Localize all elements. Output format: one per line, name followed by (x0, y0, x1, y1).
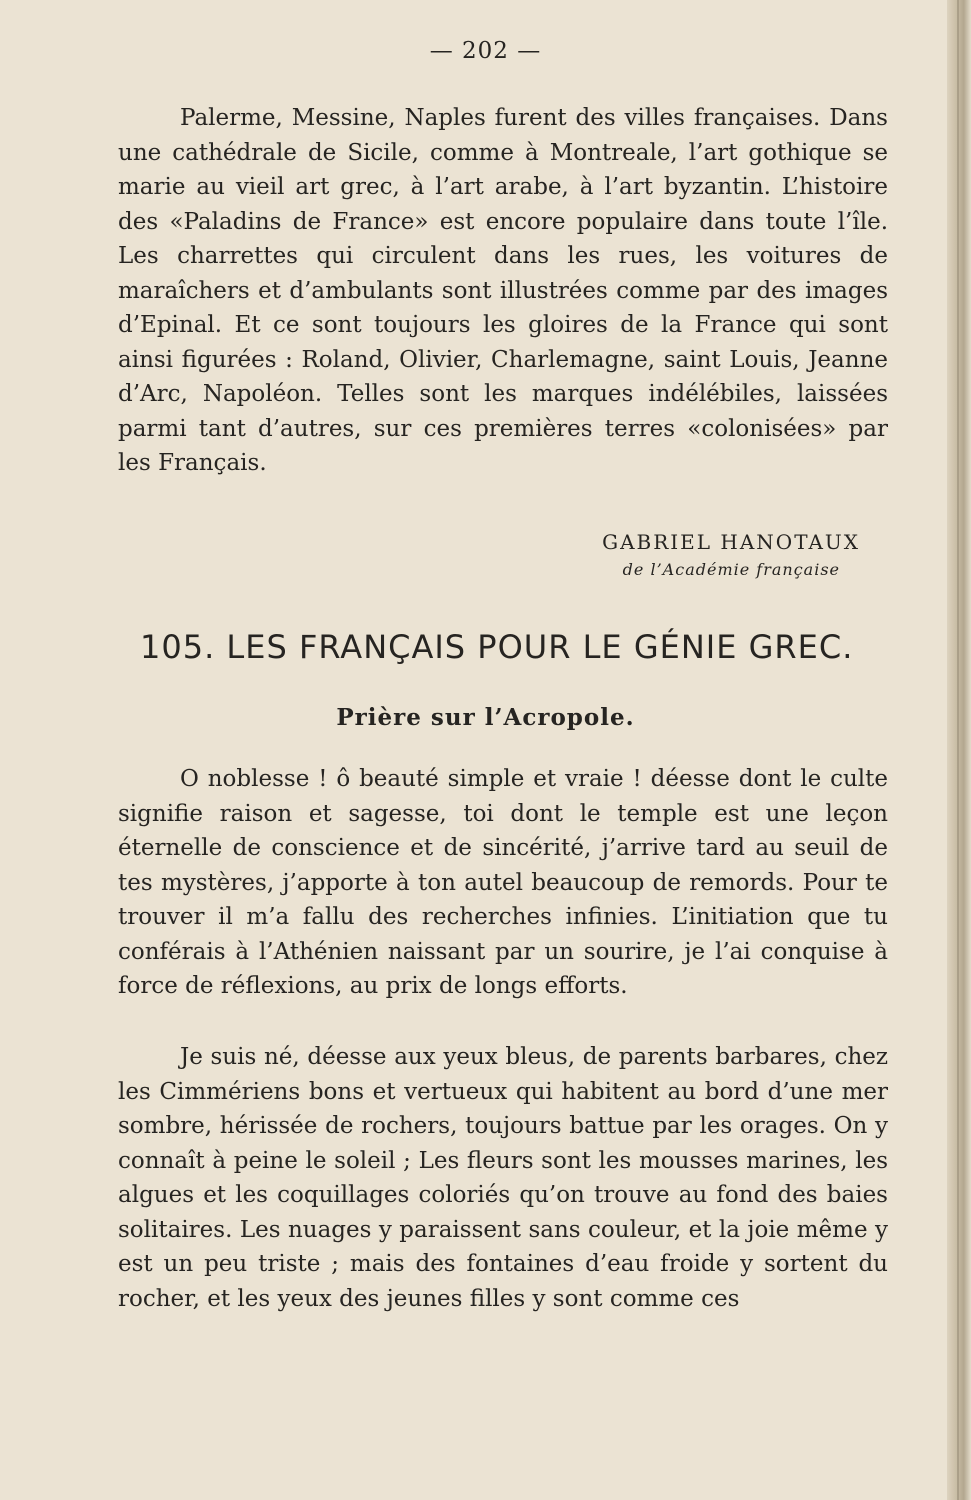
paragraph: O noblesse ! ô beauté simple et vraie ! déesse dont le culte signifie raison et sagesse, toi dont le temple est une leçon éternelle de conscience et de sincérité, j’arrive tard au seuil de tes mystères, j’apporte à ton autel beaucoup de remords. Pour te trouver il m’a fallu des recherches infinies. L’initiation que tu conférais à l’Athénien naissant par un sourire, je l’ai conquise à force de réflexions, au prix de longs efforts. (118, 766, 888, 999)
section-heading: 105. LES FRANÇAIS POUR LE GÉNIE GREC. (140, 628, 854, 666)
paragraph: Je suis né, déesse aux yeux bleus, de parents barbares, chez les Cimmériens bons et vertueux qui habitent au bord d’une mer sombre, hérissée de rochers, toujours battue par les orages. On y connaît à peine le soleil ; Les fleurs sont les mousses marines, les algues et les coquillages coloriés qu’on trouve au fond des baies solitaires. Les nuages y paraissent sans couleur, et la joie même y est un peu triste ; mais des fontaines d’eau froide y sortent du rocher, et les yeux des jeunes filles y sont comme ces (118, 1044, 888, 1312)
section-subheading: Prière sur l’Acropole. (336, 704, 635, 731)
paragraph: Palerme, Messine, Naples furent des villes françaises. Dans une cathédrale de Sicile, comme à Montreale, l’art gothique se marie au vieil art grec, à l’art arabe, à l’art byzantin. L’histoire des «Paladins de France» est encore populaire dans toute l’île. Les charrettes qui circulent dans les rues, les voitures de maraîchers et d’ambulants sont illustrées comme par des images d’Epinal. Et ce sont toujours les gloires de la France qui sont ainsi figurées : Roland, Olivier, Charlemagne, saint Louis, Jeanne d’Arc, Napoléon. Telles sont les marques indélébiles, laissées parmi tant d’autres, sur ces premières terres «colonisées» par les Français. (118, 105, 888, 476)
page-edge-line (957, 0, 959, 1500)
text-block-priere-1 (118, 762, 888, 1004)
text-block-hanotaux (118, 101, 888, 481)
page-edge (947, 0, 971, 1500)
author-name: GABRIEL HANOTAUX (602, 530, 860, 554)
signature (560, 528, 860, 582)
author-title: de l’Académie française (622, 560, 840, 579)
page-number: — 202 — (429, 38, 542, 64)
text-block-priere-2 (118, 1040, 888, 1316)
